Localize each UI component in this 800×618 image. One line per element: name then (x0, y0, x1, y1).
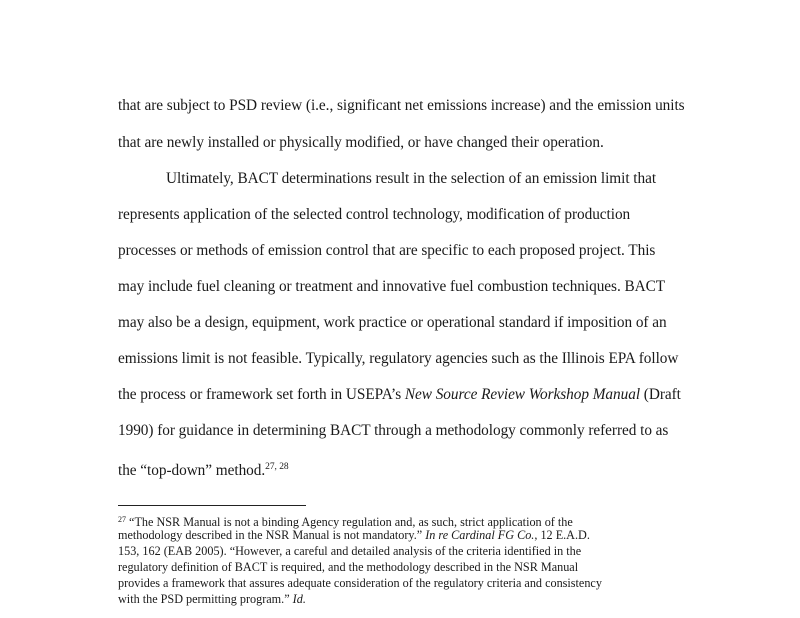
paragraph-first-line: Ultimately, BACT determinations result in the selection of an emission limit that (166, 170, 657, 187)
body-text-line: processes or methods of emission control that are specific to each proposed project. This (118, 242, 656, 259)
body-text-line: that are newly installed or physically modified, or have changed their operation. (118, 134, 604, 151)
body-text: the “top-down” method. (118, 462, 266, 479)
manual-title: New Source Review Workshop Manual (404, 386, 641, 403)
footnote-marker: 27 (118, 515, 126, 524)
body-text-line (118, 458, 289, 480)
footnote-separator (118, 505, 306, 506)
body-text-line: 1990) for guidance in determining BACT through a methodology commonly referred to as (118, 422, 669, 439)
body-text-line (118, 386, 681, 404)
id-citation: Id. (292, 592, 306, 606)
footnote-text: “The NSR Manual is not a binding Agency regulation and, as such, strict application of the (126, 515, 573, 529)
body-text-line: emissions limit is not feasible. Typically, regulatory agencies such as the Illinois EPA follow (118, 350, 679, 367)
body-text: (Draft (640, 386, 681, 403)
body-text-line: represents application of the selected control technology, modification of production (118, 206, 631, 223)
body-text-line: may also be a design, equipment, work practice or operational standard if imposition of an (118, 314, 667, 331)
case-citation: In re Cardinal FG Co. (425, 528, 535, 542)
footnote-text: , 12 E.A.D. (534, 528, 590, 542)
body-text-line: may include fuel cleaning or treatment and innovative fuel combustion techniques. BACT (118, 278, 666, 295)
body-text: the process or framework set forth in USEPA’s (118, 386, 405, 403)
footnote-text: methodology described in the NSR Manual is not mandatory.” (118, 528, 426, 542)
footnote-line: provides a framework that assures adequate consideration of the regulatory criteria and consistency (118, 576, 602, 590)
footnote-line (118, 528, 590, 543)
footnote-reference: 27, 28 (265, 462, 289, 472)
footnote-line: regulatory definition of BACT is required, and the methodology described in the NSR Manual (118, 560, 579, 574)
footnote-line: 153, 162 (EAB 2005). “However, a careful and detailed analysis of the criteria identified in the (118, 544, 582, 558)
footnote-text: with the PSD permitting program.” (118, 592, 293, 606)
body-text-line: that are subject to PSD review (i.e., significant net emissions increase) and the emission units (118, 97, 685, 114)
footnote-line (118, 592, 306, 607)
